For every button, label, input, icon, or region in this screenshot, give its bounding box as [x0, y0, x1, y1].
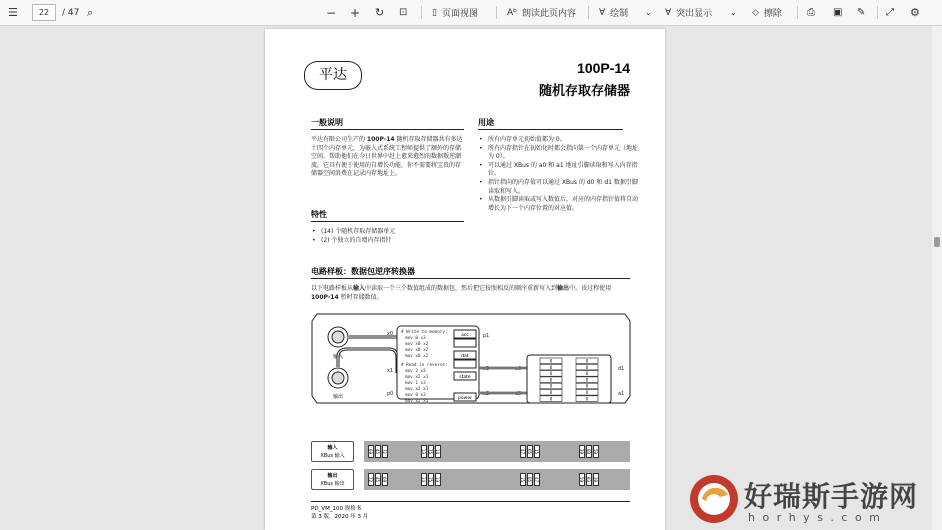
erase-button[interactable]: ◇ 擦除: [752, 7, 782, 19]
pdf-page: [265, 29, 665, 530]
product-code: 100P-14: [577, 60, 630, 76]
svg-text:a1: a1: [618, 391, 625, 397]
xbus-value-cell: 47: [520, 445, 526, 458]
svg-text:# Write to memory:: # Write to memory:: [401, 330, 448, 335]
scroll-thumb[interactable]: [934, 237, 940, 247]
read-aloud-button[interactable]: Aᵇ 朗读此页内容: [507, 7, 577, 19]
list-item: • 所有内存单元初始值都为 0。: [488, 136, 643, 145]
xbus-value-cell: 65: [527, 445, 533, 458]
print-icon[interactable]: ⎙: [807, 7, 815, 18]
ram-cell-value: 0: [585, 383, 589, 389]
list-item: • (14) 个随机存取存储器单元: [321, 228, 474, 237]
list-item: • 指针指向的内存值可以通过 XBus 的 d0 和 d1 数据引脚读取和写入。: [488, 179, 643, 196]
product-name: 随机存取存储器: [538, 84, 630, 99]
ram-cell-value: 0: [549, 371, 553, 377]
svg-text:mov x0 x2: mov x0 x2: [405, 342, 429, 347]
save-icon[interactable]: ▣: [833, 7, 843, 18]
circuit-heading: 电路样板：数据包逆序转换器: [311, 266, 630, 279]
ram-chip: [527, 355, 611, 403]
xbus-input-label: 输入 XBus 输入: [311, 441, 354, 462]
xbus-value-cell: 72: [368, 473, 374, 486]
circuit-diagram: [309, 311, 633, 406]
draw-icon: ∀: [599, 7, 606, 18]
rotate-icon[interactable]: ↻: [375, 6, 385, 19]
features-list: [311, 228, 474, 245]
draw-button[interactable]: ∀ 绘制: [599, 7, 629, 19]
circuit-text: 以下电路样板从输入中读取一个三个数值组成的数据包，然后把它按照相反的顺序重新写入到输出中。该过程使用 100P-14 暂时存储数值。: [311, 285, 612, 301]
ram-cell-value: 0: [549, 396, 553, 402]
page-number-input[interactable]: 22: [32, 4, 56, 21]
search-icon[interactable]: ⌕: [87, 5, 94, 19]
page-view-icon: ▯: [432, 7, 437, 18]
svg-text:acc: acc: [461, 333, 469, 338]
uses-heading: 用途: [478, 117, 623, 130]
settings-icon[interactable]: ⚙: [910, 6, 920, 19]
xbus-output-row: [311, 469, 630, 490]
draw-dropdown-icon[interactable]: ⌄: [645, 8, 652, 17]
vertical-scrollbar[interactable]: [932, 26, 942, 530]
xbus-value-cell: 59: [579, 473, 585, 486]
ram-cell-value: 0: [585, 358, 589, 364]
watermark: [678, 465, 940, 530]
svg-text:dat: dat: [461, 354, 469, 359]
svg-text:x0: x0: [387, 331, 394, 337]
ram-cell-value: 0: [549, 377, 553, 383]
general-text: 平达有限公司生产的 100P-14 随机存取存储器共有多达十四个内存单元，为嵌入式系统工程师提供了额外的存储空间，帮助他们在今日世界中赶上愈来愈烈的数据叛逆潮流。它具有便于使用的自增长功能，你不需要将宝贵的存储器空间浪费在记录内存地址上。: [311, 136, 463, 178]
input-port-label: 输入: [332, 354, 344, 360]
read-aloud-icon: Aᵇ: [507, 7, 518, 18]
xbus-output-label: 输出 XBus 输出: [311, 469, 354, 490]
pdf-toolbar: [0, 0, 942, 26]
svg-text:state: state: [459, 375, 471, 380]
xbus-value-cell: 47: [534, 473, 540, 486]
xbus-value-cell: 39: [579, 445, 585, 458]
xbus-value-cell: 45: [375, 445, 381, 458]
xbus-value-cell: 45: [375, 473, 381, 486]
general-heading: 一般说明: [311, 117, 464, 130]
contents-icon[interactable]: ☰: [8, 6, 18, 19]
watermark-name: 好瑞斯手游网: [744, 480, 919, 513]
highlight-icon: ∀: [665, 7, 672, 18]
eraser-icon: ◇: [752, 7, 759, 18]
zoom-in-icon[interactable]: +: [350, 5, 361, 20]
ram-cell-value: 0: [549, 383, 553, 389]
ram-cell-value: 0: [549, 390, 553, 395]
svg-text:mov x2 x1: mov x2 x1: [405, 375, 429, 380]
page-view-button[interactable]: ▯ 页面视图: [432, 7, 478, 19]
output-port-label: 输出: [332, 394, 344, 400]
list-item: • 从数据引脚读取或写入数值后，对应的内存指针值将自动增长为下一个内存位置的对应值。: [488, 196, 643, 213]
page-total: / 47: [62, 7, 80, 18]
svg-text:mov x0 x2: mov x0 x2: [405, 354, 429, 359]
ram-cell-value: 0: [549, 358, 553, 364]
list-item: • 可以通过 XBus 的 a0 和 a1 地址引脚读取和写入内存指针。: [488, 162, 643, 179]
xbus-value-cell: 39: [593, 473, 599, 486]
ram-cell-value: 0: [585, 377, 589, 383]
xbus-value-cell: 83: [586, 473, 592, 486]
xbus-value-cell: 15: [534, 445, 540, 458]
svg-text:mov 1 x3: mov 1 x3: [405, 381, 426, 386]
watermark-logo-icon: [684, 469, 744, 529]
xbus-output-values: [364, 469, 630, 490]
svg-text:mov 2 x3: mov 2 x3: [405, 369, 426, 374]
xbus-value-cell: 69: [382, 473, 388, 486]
svg-text:p1: p1: [483, 333, 490, 339]
ram-cell-value: 0: [585, 371, 589, 377]
xbus-value-cell: 75: [428, 445, 434, 458]
xbus-value-cell: 15: [520, 473, 526, 486]
xbus-value-cell: 59: [593, 445, 599, 458]
ram-cell-value: 0: [585, 364, 589, 370]
svg-text:d1: d1: [618, 366, 625, 372]
xbus-value-cell: 14: [421, 473, 427, 486]
fullscreen-icon[interactable]: ⤢: [886, 7, 894, 18]
xbus-value-cell: 72: [382, 445, 388, 458]
svg-text:mov x2 x1: mov x2 x1: [405, 399, 429, 404]
svg-text:x1: x1: [387, 368, 394, 374]
ram-cell-value: 0: [585, 396, 589, 402]
save-as-icon[interactable]: ✎: [857, 7, 866, 18]
watermark-url: h o r h y s . c o m: [748, 511, 882, 524]
svg-text:mov x2 x1: mov x2 x1: [405, 387, 429, 392]
xbus-input-values: [364, 441, 630, 462]
xbus-value-cell: 75: [428, 473, 434, 486]
xbus-value-cell: 14: [435, 445, 441, 458]
svg-text:power: power: [458, 396, 472, 401]
features-heading: 特性: [311, 209, 464, 222]
xbus-input-row: [311, 441, 630, 462]
company-logo: 平达: [304, 61, 362, 90]
svg-text:p0: p0: [387, 391, 394, 397]
svg-text:mov 0 x3: mov 0 x3: [405, 393, 426, 398]
fit-page-icon[interactable]: ⊡: [399, 7, 408, 18]
xbus-value-cell: 83: [586, 445, 592, 458]
xbus-value-cell: 69: [368, 445, 374, 458]
ram-cell-value: 0: [549, 364, 553, 370]
uses-list: [478, 136, 643, 213]
ram-cell-value: 0: [585, 390, 589, 395]
highlight-button[interactable]: ∀ 突出显示: [665, 7, 713, 19]
xbus-value-cell: 65: [527, 473, 533, 486]
xbus-value-cell: 13: [435, 473, 441, 486]
svg-text:mov x0 x2: mov x0 x2: [405, 348, 429, 353]
xbus-value-cell: 13: [421, 445, 427, 458]
zoom-out-icon[interactable]: −: [326, 5, 337, 20]
list-item: • 所有内存指针在初始化时都会指向第一个内存单元（地址为 0）。: [488, 145, 643, 162]
svg-text:mov 0 x3: mov 0 x3: [405, 336, 426, 341]
highlight-dropdown-icon[interactable]: ⌄: [730, 8, 737, 17]
page-footer: PD_VM_100 规格书 第 3 版，2020 年 3 月: [311, 506, 369, 520]
list-item: • (2) 个独立的自增内存指针: [321, 237, 474, 246]
svg-text:# Read in reverse:: # Read in reverse:: [401, 363, 448, 368]
